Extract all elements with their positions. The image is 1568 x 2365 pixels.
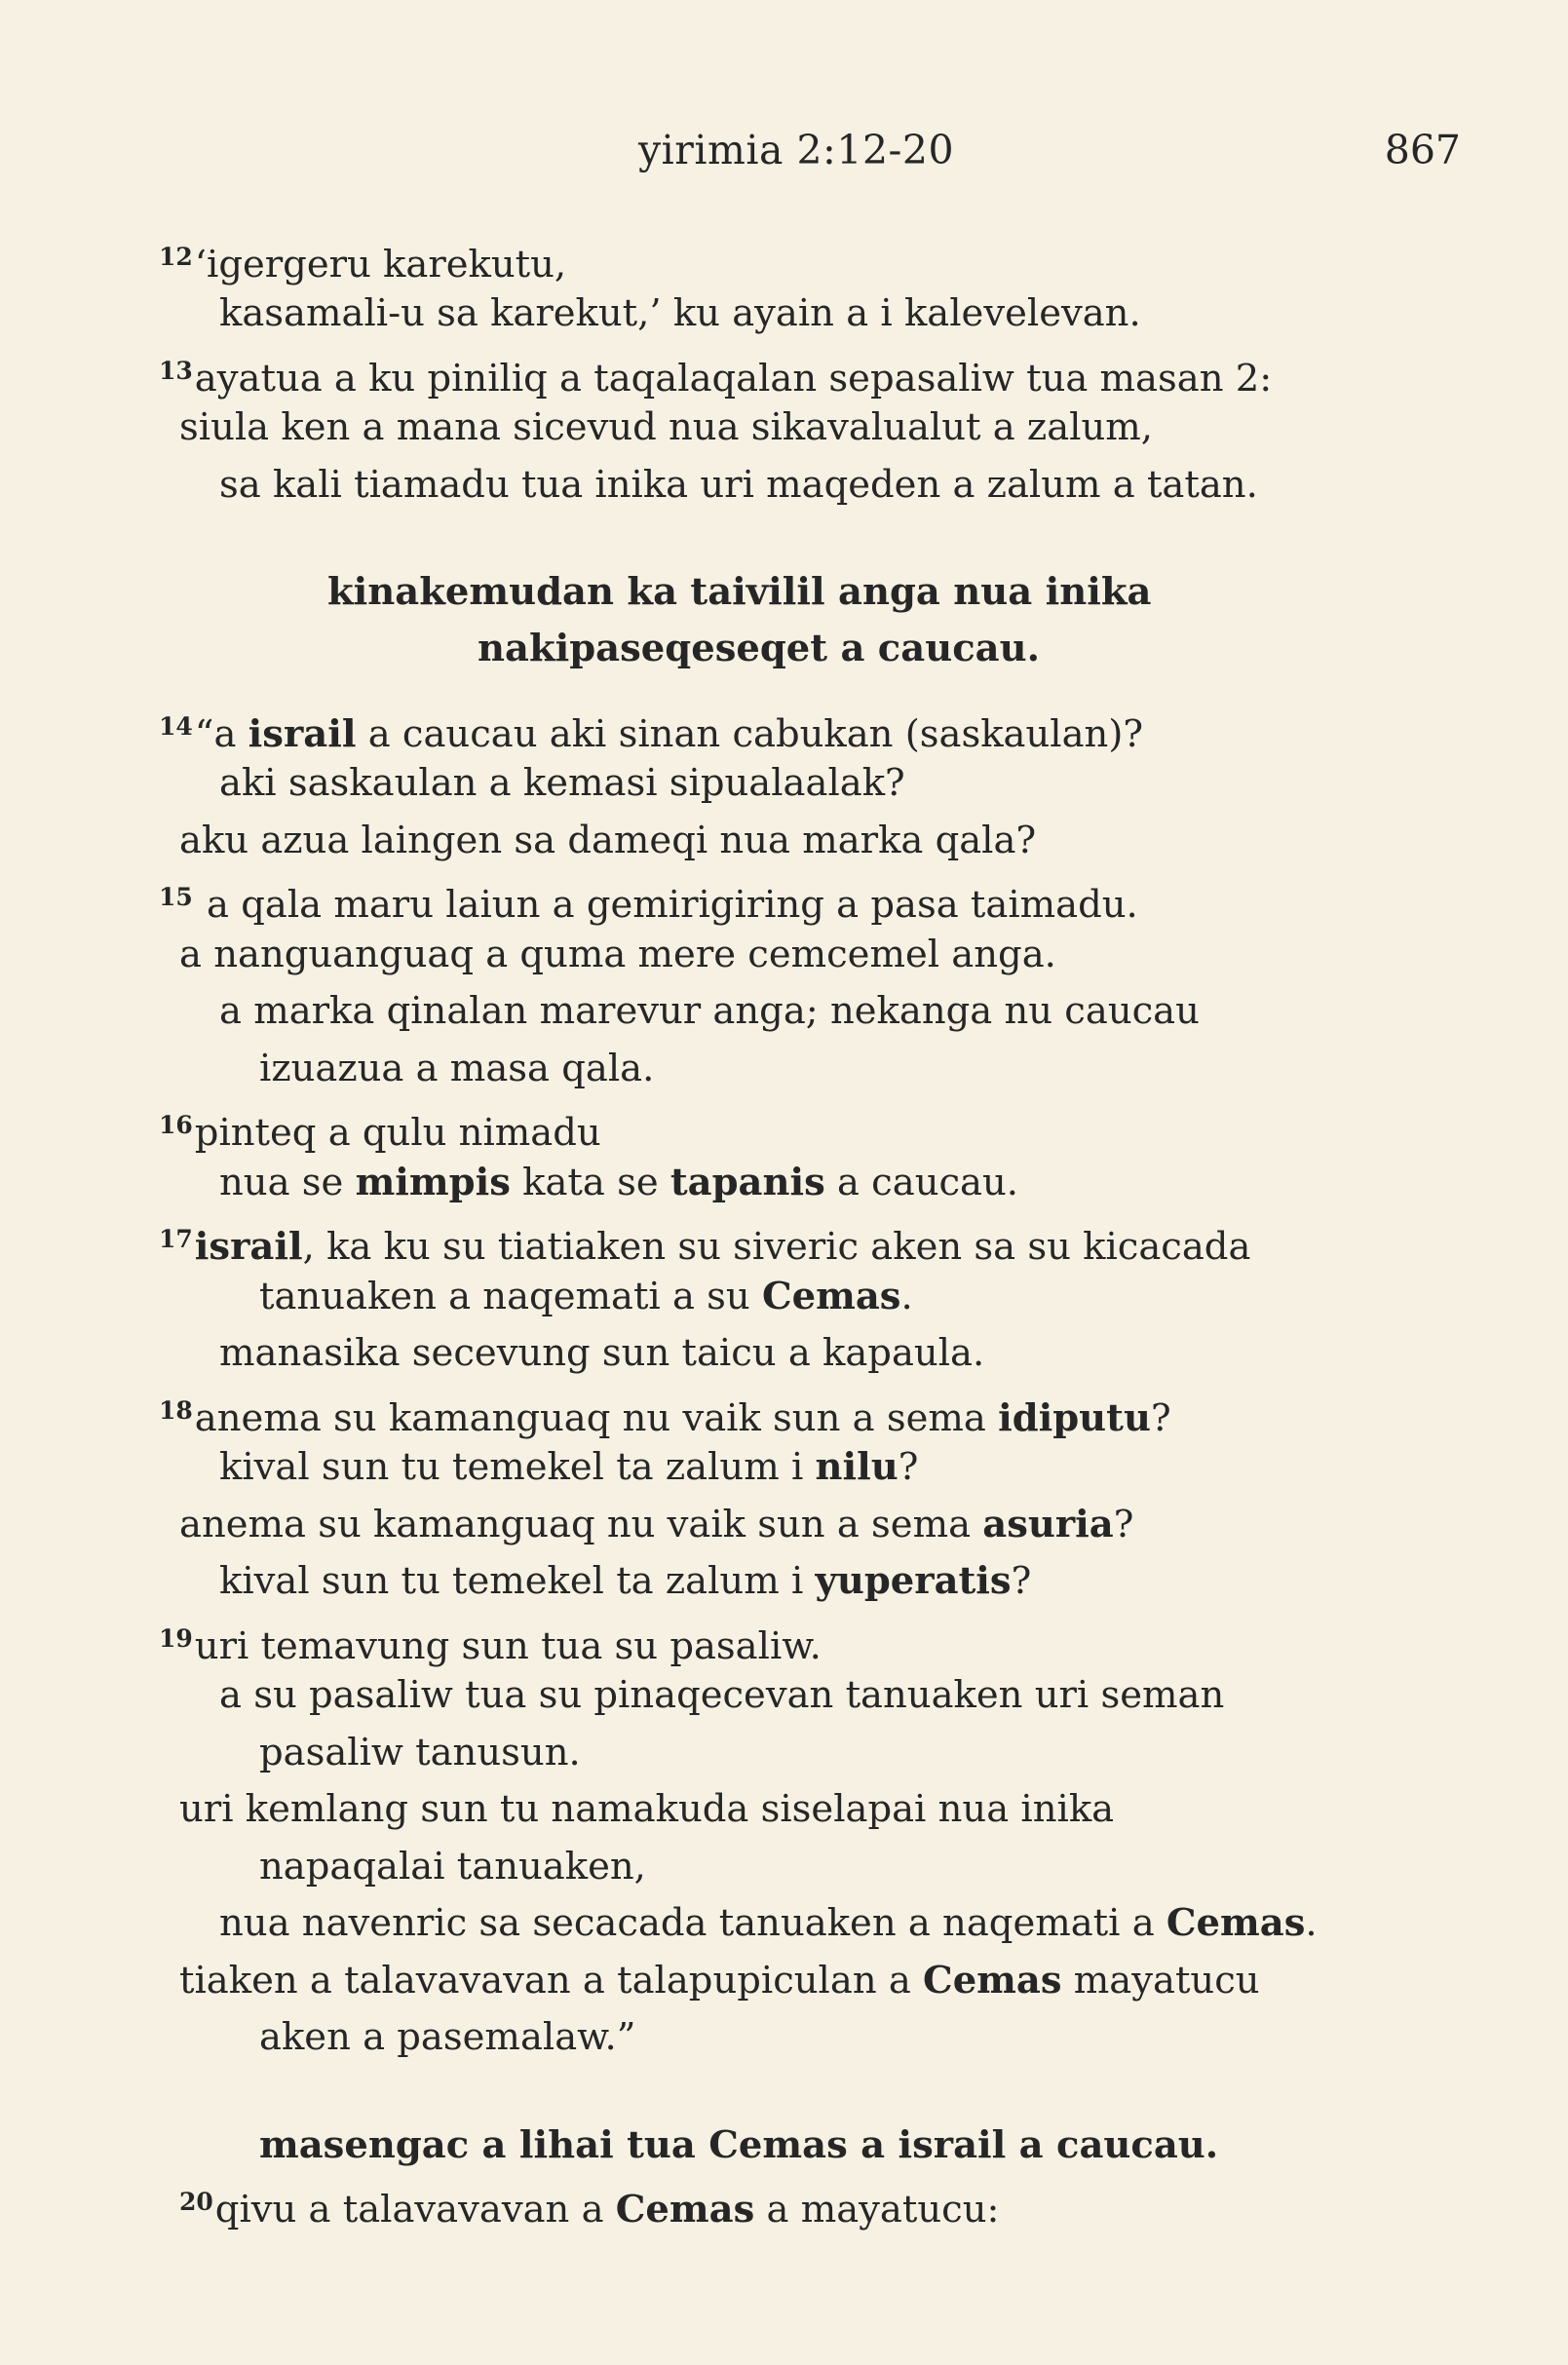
verse-line xyxy=(179,2177,999,2235)
section-heading xyxy=(327,567,1151,618)
verse-line xyxy=(259,1842,646,1892)
verse-text: . xyxy=(1305,1901,1318,1945)
verse-line xyxy=(219,758,905,809)
verse-line xyxy=(219,1328,984,1379)
verse-line xyxy=(179,1956,1260,2006)
verse-line xyxy=(159,1214,1250,1273)
verse-text: sa kali tiamadu tua inika uri maqeden a zalum a tatan. xyxy=(219,463,1258,507)
verse-line xyxy=(159,1100,601,1159)
verse-number: 19 xyxy=(159,1624,193,1653)
verse-number: 17 xyxy=(159,1225,193,1253)
verse-text: kinakemudan ka taivilil anga nua inika xyxy=(327,570,1152,614)
verse-line xyxy=(219,460,1258,511)
verse-line xyxy=(219,1670,1224,1721)
verse-text: ? xyxy=(898,1445,919,1489)
verse-line xyxy=(179,402,1153,453)
verse-text: uri temavung sun tua su pasaliw. xyxy=(194,1624,822,1668)
verse-line xyxy=(159,1386,1171,1444)
verse-text: a mayatucu: xyxy=(754,2188,1000,2231)
verse-text: ayatua a ku piniliq a taqalaqalan sepasaliw tua masan 2: xyxy=(194,357,1273,401)
verse-text: a caucau aki sinan cabukan (saskaulan)? xyxy=(356,712,1144,756)
verse-line xyxy=(159,346,1272,404)
verse-text: pasaliw tanusun. xyxy=(259,1731,581,1774)
proper-noun: asuria xyxy=(982,1503,1114,1546)
section-heading xyxy=(478,624,1040,674)
verse-line xyxy=(259,1044,654,1094)
verse-number: 18 xyxy=(159,1396,193,1425)
verse-line xyxy=(219,986,1200,1037)
verse-text: qivu a talavavavan a xyxy=(214,2188,616,2231)
verse-line xyxy=(159,1614,822,1672)
verse-line xyxy=(159,702,1143,760)
verse-text: kival sun tu temekel ta zalum i xyxy=(219,1559,816,1603)
verse-text: nua se xyxy=(219,1161,356,1204)
verse-text: aken a pasemalaw.” xyxy=(259,2015,636,2059)
verse-text: kata se xyxy=(510,1161,670,1204)
verse-text: anema su kamanguaq nu vaik sun a sema xyxy=(194,1396,999,1440)
verse-number: 16 xyxy=(159,1111,193,1139)
verse-line xyxy=(179,1500,1133,1550)
verse-line xyxy=(219,1442,918,1493)
proper-noun: idiputu xyxy=(998,1396,1151,1440)
verse-text: ‘igergeru karekutu, xyxy=(194,243,567,286)
verse-line xyxy=(219,1158,1018,1208)
verse-number: 13 xyxy=(159,357,193,385)
verse-line xyxy=(179,816,1036,866)
proper-noun: israil xyxy=(248,712,357,756)
verse-text: ? xyxy=(1113,1503,1134,1546)
proper-noun: tapanis xyxy=(669,1161,825,1204)
verse-text: napaqalai tanuaken, xyxy=(259,1845,646,1888)
verse-line xyxy=(259,1728,581,1778)
verse-text: a marka qinalan marevur anga; nekanga nu caucau xyxy=(219,989,1200,1033)
verse-text: manasika secevung sun taicu a kapaula. xyxy=(219,1331,985,1375)
verse-text: pinteq a qulu nimadu xyxy=(194,1111,601,1155)
verse-line xyxy=(259,2012,635,2063)
verse-text: aku azua laingen sa dameqi nua marka qala? xyxy=(179,819,1037,862)
verse-line xyxy=(219,1898,1318,1949)
verse-text: a qala maru laiun a gemirigiring a pasa taimadu. xyxy=(194,883,1138,927)
verse-text: , ka ku su tiatiaken su siveric aken sa su kicacada xyxy=(302,1225,1251,1269)
verse-number: 14 xyxy=(159,712,193,741)
proper-noun: Cemas xyxy=(1166,1901,1306,1945)
proper-noun: mimpis xyxy=(355,1161,511,1204)
verse-line xyxy=(179,1784,1114,1835)
verse-text: siula ken a mana sicevud nua sikavalualut a zalum, xyxy=(179,405,1154,449)
page-header xyxy=(0,127,1568,185)
verse-line xyxy=(219,1556,1031,1607)
verse-text: nakipaseqeseqet a caucau. xyxy=(478,627,1040,670)
verse-line xyxy=(179,930,1056,980)
verse-text: kival sun tu temekel ta zalum i xyxy=(219,1445,816,1489)
verse-line xyxy=(159,232,566,290)
proper-noun: Cemas xyxy=(615,2188,755,2231)
proper-noun: nilu xyxy=(815,1445,899,1489)
verse-number: 15 xyxy=(159,883,193,911)
section-heading xyxy=(259,2120,1218,2171)
verse-text: anema su kamanguaq nu vaik sun a sema xyxy=(179,1503,983,1546)
proper-noun: israil xyxy=(194,1225,303,1269)
verse-text: a su pasaliw tua su pinaqecevan tanuaken uri seman xyxy=(219,1673,1225,1717)
verse-text: a nanguanguaq a quma mere cemcemel anga. xyxy=(179,933,1056,976)
verse-text: a caucau. xyxy=(824,1161,1019,1204)
verse-text: “a xyxy=(194,712,249,756)
verse-text: nua navenric sa secacada tanuaken a naqemati a xyxy=(219,1901,1166,1945)
running-title: yirimia 2:12-20 xyxy=(638,127,955,173)
verse-text: tanuaken a naqemati a su xyxy=(259,1275,762,1318)
verse-text: izuazua a masa qala. xyxy=(259,1047,655,1090)
verse-text: . xyxy=(900,1275,913,1318)
verse-text: masengac a lihai tua Cemas a israil a caucau. xyxy=(259,2123,1219,2167)
verse-text: tiaken a talavavavan a talapupiculan a xyxy=(179,1959,924,2003)
verse-text: ? xyxy=(1011,1559,1032,1603)
verse-text: kasamali-u sa karekut,’ ku ayain a i kalevelevan. xyxy=(219,291,1141,335)
verse-text: ? xyxy=(1150,1396,1171,1440)
verse-text: mayatucu xyxy=(1061,1959,1260,2003)
verse-number: 12 xyxy=(159,243,193,271)
proper-noun: Cemas xyxy=(761,1275,901,1318)
page-number: 867 xyxy=(1384,127,1461,173)
verse-line xyxy=(219,288,1141,339)
proper-noun: Cemas xyxy=(923,1959,1062,2003)
verse-line xyxy=(259,1272,913,1322)
verse-text: aki saskaulan a kemasi sipualaalak? xyxy=(219,761,905,805)
verse-line xyxy=(159,872,1138,931)
verse-number: 20 xyxy=(179,2188,213,2216)
proper-noun: yuperatis xyxy=(815,1559,1012,1603)
verse-text: uri kemlang sun tu namakuda siselapai nua inika xyxy=(179,1787,1115,1831)
